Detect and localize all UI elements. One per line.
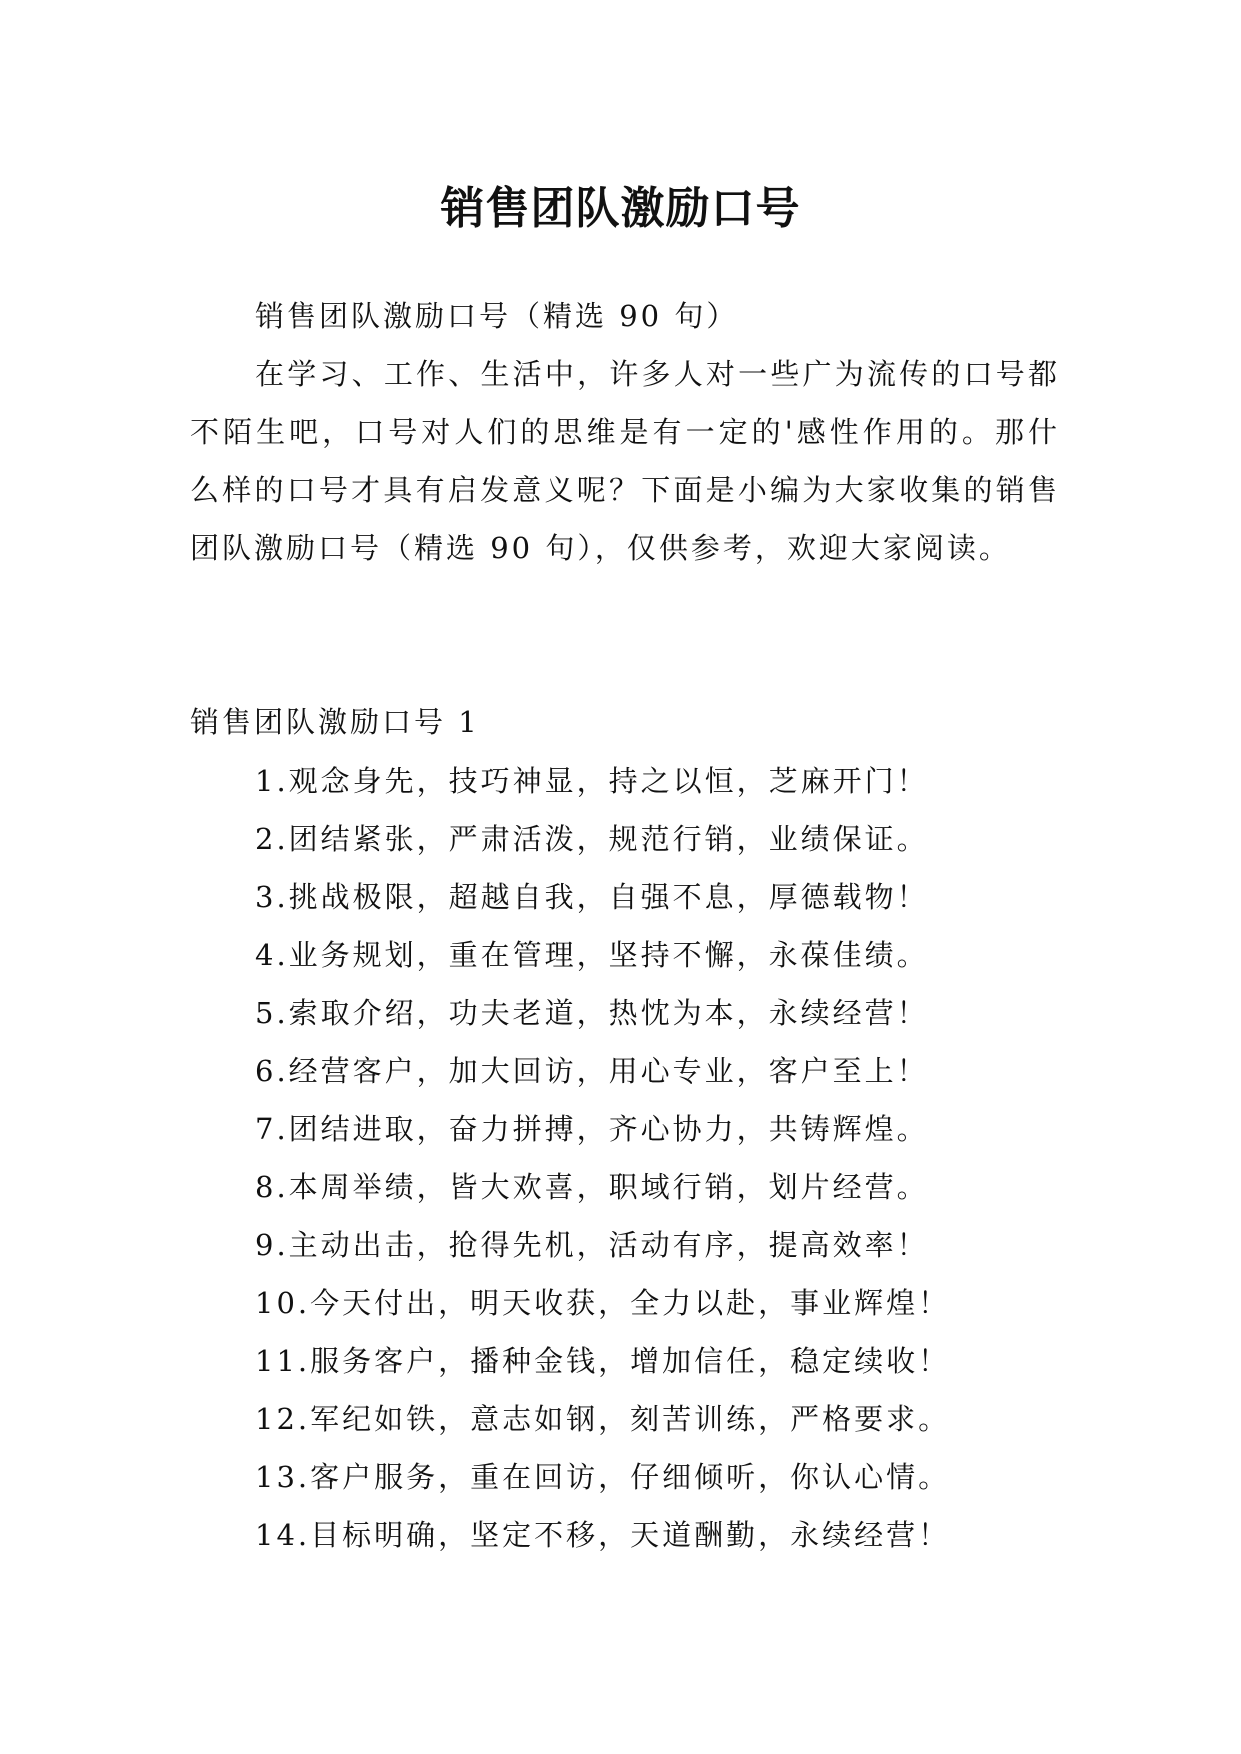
slogan-list xyxy=(255,752,1055,1564)
section-heading: 销售团队激励口号 1 xyxy=(190,705,480,739)
slogan-item: 10.今天付出，明天收获，全力以赴，事业辉煌！ xyxy=(255,1286,951,1320)
page-title: 销售团队激励口号 xyxy=(440,183,801,235)
slogan-item: 1.观念身先，技巧神显，持之以恒，芝麻开门！ xyxy=(255,764,929,798)
slogan-item: 3.挑战极限，超越自我，自强不息，厚德载物！ xyxy=(255,880,929,914)
slogan-item: 5.索取介绍，功夫老道，热忱为本，永续经营！ xyxy=(255,996,929,1030)
slogan-item: 7.团结进取，奋力拼搏，齐心协力，共铸辉煌。 xyxy=(255,1112,929,1146)
slogan-item: 4.业务规划，重在管理，坚持不懈，永葆佳绩。 xyxy=(255,938,929,972)
slogan-item: 11.服务客户，播种金钱，增加信任，稳定续收！ xyxy=(255,1344,951,1378)
intro-paragraph: 在学习、工作、生活中，许多人对一些广为流传的口号都不陌生吧，口号对人们的思维是有一定的'感性作用的。那什么样的口号才具有启发意义呢？下面是小编为大家收集的销售团队激励口号（精选 90 句），仅供参考，欢迎大家阅读。 xyxy=(190,357,1060,565)
slogan-item: 13.客户服务，重在回访，仔细倾听，你认心情。 xyxy=(255,1460,951,1494)
slogan-item: 8.本周举绩，皆大欢喜，职域行销，划片经营。 xyxy=(255,1170,929,1204)
document-subtitle: 销售团队激励口号（精选 90 句） xyxy=(255,299,739,333)
slogan-item: 14.目标明确，坚定不移，天道酬勤，永续经营！ xyxy=(255,1518,951,1552)
slogan-item: 2.团结紧张，严肃活泼，规范行销，业绩保证。 xyxy=(255,822,929,856)
slogan-item: 6.经营客户，加大回访，用心专业，客户至上！ xyxy=(255,1054,929,1088)
slogan-item: 12.军纪如铁，意志如钢，刻苦训练，严格要求。 xyxy=(255,1402,951,1436)
slogan-item: 9.主动出击，抢得先机，活动有序，提高效率！ xyxy=(255,1228,929,1262)
